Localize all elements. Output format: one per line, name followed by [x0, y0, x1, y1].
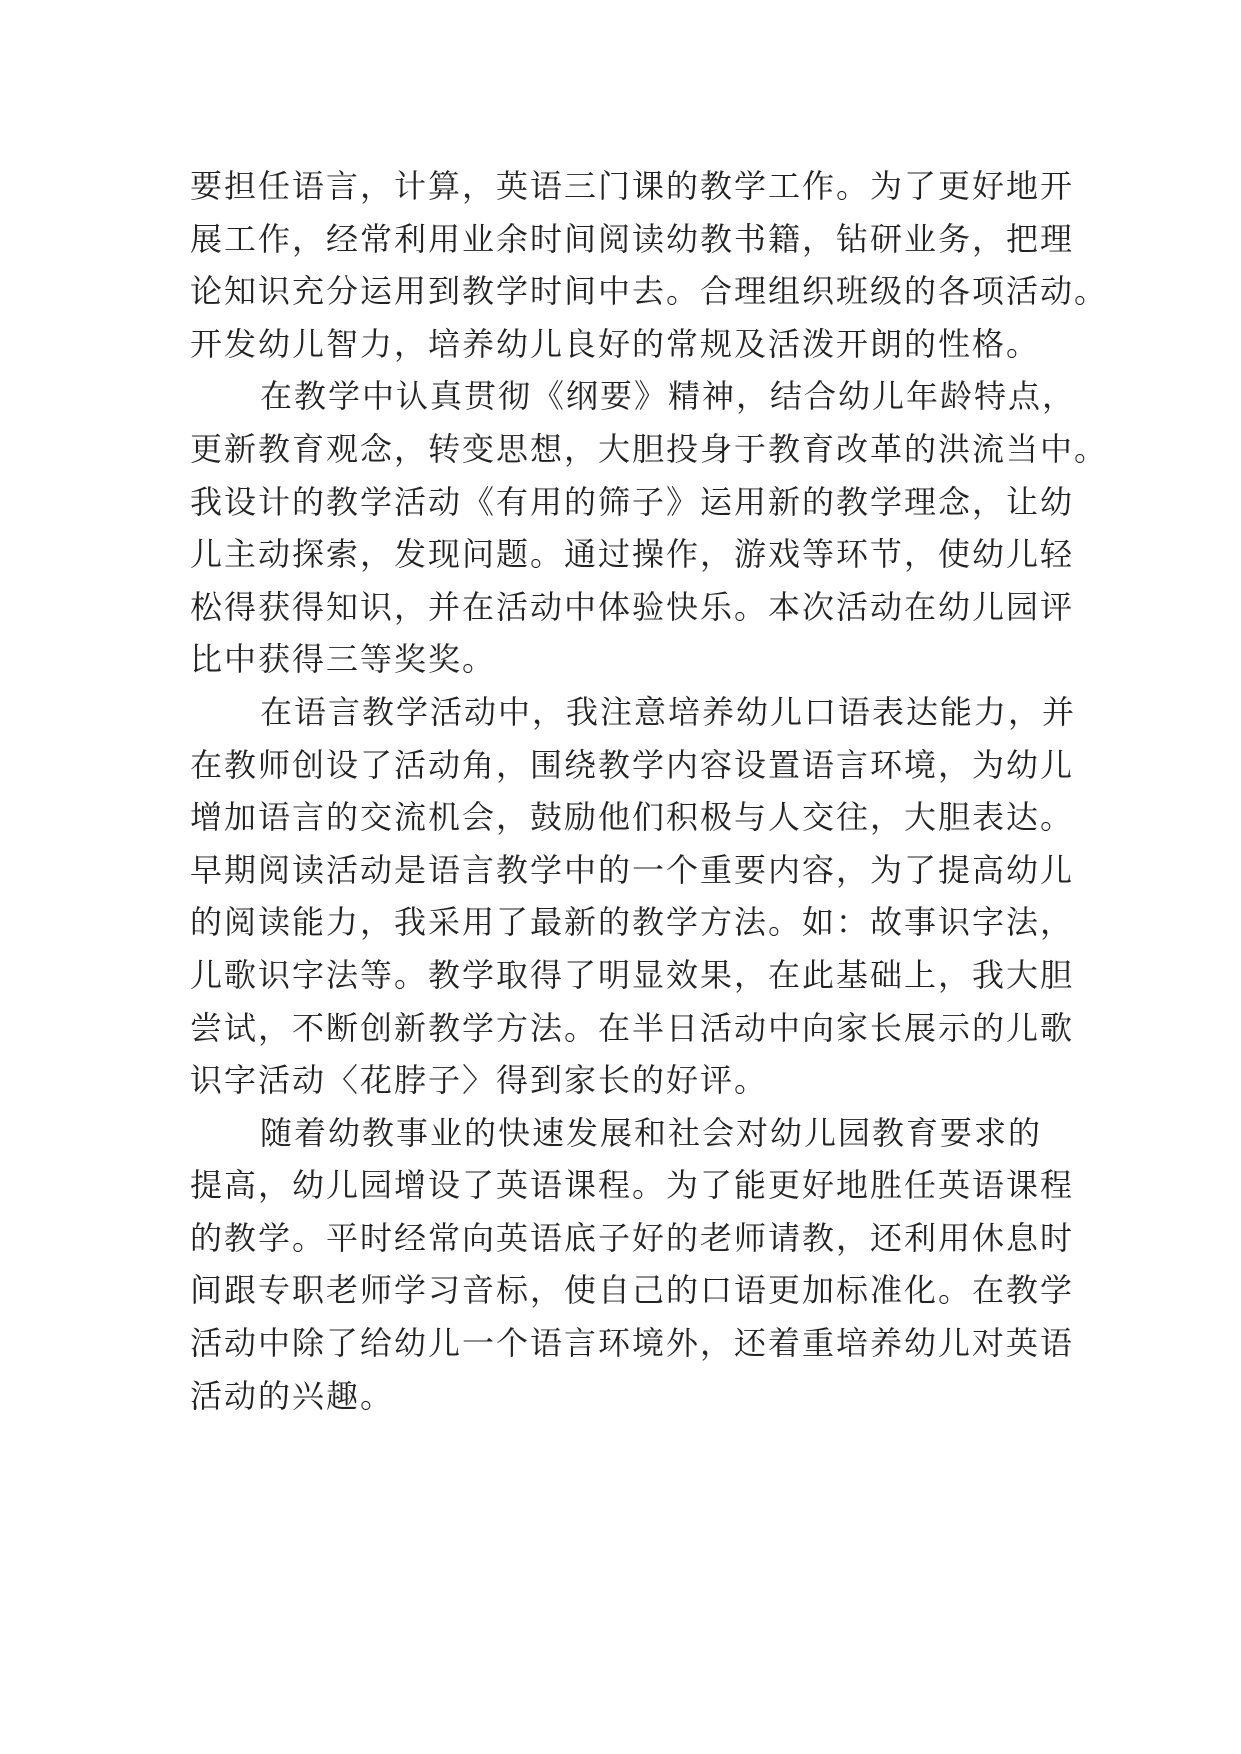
paragraph-line: 在语言教学活动中，我注意培养幼儿口语表达能力，并 [260, 692, 1077, 731]
paragraph-line: 识字活动〈花脖子〉得到家长的好评。 [190, 1061, 769, 1100]
paragraph-line: 展工作，经常利用业余时间阅读幼教书籍，钻研业务，把理 [190, 219, 1075, 258]
paragraph-line: 更新教育观念，转变思想，大胆投身于教育改革的洪流当中。 [190, 429, 1109, 468]
paragraph-line: 间跟专职老师学习音标，使自己的口语更加标准化。在教学 [190, 1271, 1075, 1310]
paragraph-line: 活动中除了给幼儿一个语言环境外，还着重培养幼儿对英语 [190, 1324, 1075, 1363]
paragraph-line: 活动的兴趣。 [190, 1376, 395, 1415]
paragraph-line: 比中获得三等奖奖。 [190, 640, 497, 679]
paragraph-line: 我设计的教学活动《有用的筛子》运用新的教学理念，让幼 [190, 482, 1075, 521]
paragraph-1 [190, 160, 1109, 370]
paragraph-line: 增加语言的交流机会，鼓励他们积极与人交往，大胆表达。 [190, 798, 1075, 837]
paragraph-line: 儿主动探索，发现问题。通过操作，游戏等环节，使幼儿轻 [190, 535, 1075, 574]
paragraph-line: 儿歌识字法等。教学取得了明显效果，在此基础上，我大胆 [190, 955, 1075, 994]
paragraph-2 [190, 370, 1109, 686]
paragraph-line: 的教学。平时经常向英语底子好的老师请教，还利用休息时 [190, 1218, 1075, 1257]
paragraph-line: 在教师创设了活动角，围绕教学内容设置语言环境，为幼儿 [190, 745, 1075, 784]
paragraph-line: 的阅读能力，我采用了最新的教学方法。如：故事识字法， [190, 903, 1075, 942]
paragraph-line: 尝试，不断创新教学方法。在半日活动中向家长展示的儿歌 [190, 1008, 1075, 1047]
paragraph-line: 论知识充分运用到教学时间中去。合理组织班级的各项活动。 [190, 272, 1109, 311]
document-body [190, 160, 1109, 1422]
paragraph-line: 在教学中认真贯彻《纲要》精神，结合幼儿年龄特点， [260, 377, 1077, 416]
paragraph-line: 要担任语言，计算，英语三门课的教学工作。为了更好地开 [190, 167, 1075, 205]
paragraph-3 [190, 686, 1090, 1107]
paragraph-4 [190, 1107, 1090, 1423]
paragraph-line: 松得获得知识，并在活动中体验快乐。本次活动在幼儿园评 [190, 587, 1075, 626]
paragraph-line: 随着幼教事业的快速发展和社会对幼儿园教育要求的 [260, 1113, 1043, 1152]
paragraph-line: 开发幼儿智力，培养幼儿良好的常规及活泼开朗的性格。 [190, 324, 1041, 363]
paragraph-line: 早期阅读活动是语言教学中的一个重要内容，为了提高幼儿 [190, 850, 1075, 889]
paragraph-line: 提高，幼儿园增设了英语课程。为了能更好地胜任英语课程 [190, 1166, 1075, 1205]
